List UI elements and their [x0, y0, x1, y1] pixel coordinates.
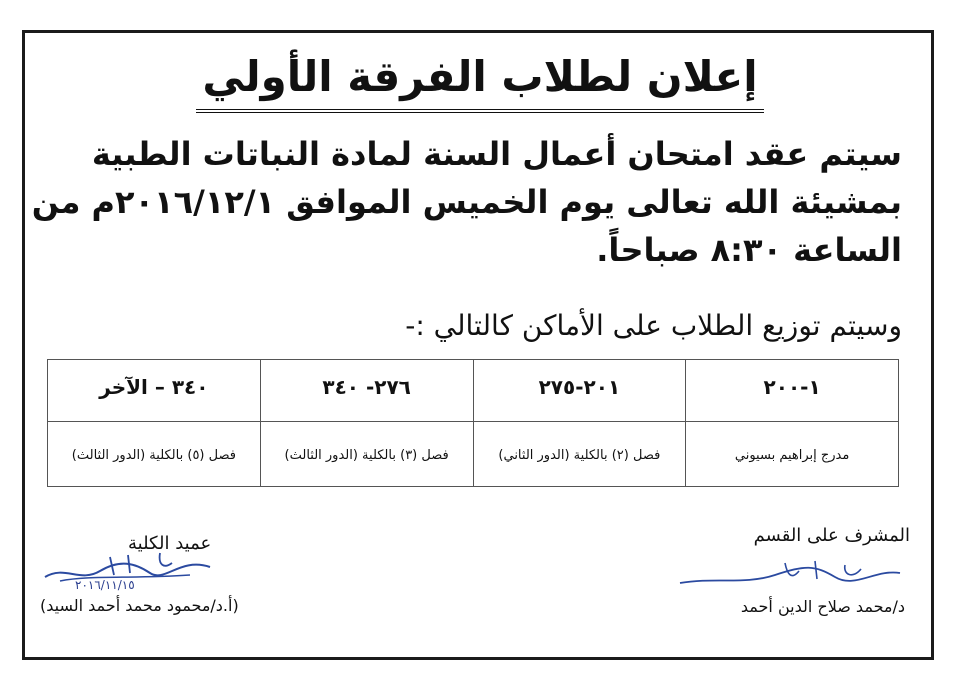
range-cell-1: ١-٢٠٠	[686, 360, 899, 422]
announcement-title: إعلان لطلاب الفرقة الأولي	[196, 45, 763, 113]
title-container	[0, 45, 960, 113]
hall-cell-2: فصل (٢) بالكلية (الدور الثاني)	[473, 422, 686, 487]
dean-name: (أ.د/محمود محمد أحمد السيد)	[40, 596, 239, 615]
range-cell-3: ٢٧٦- ٣٤٠	[260, 360, 473, 422]
range-cell-2: ٢٠١-٢٧٥	[473, 360, 686, 422]
distribution-heading: وسيتم توزيع الطلاب على الأماكن كالتالي :-	[405, 309, 902, 342]
hall-cell-1: مدرج إبراهيم بسيوني	[686, 422, 899, 487]
locations-table	[47, 359, 899, 487]
dean-title: عميد الكلية	[128, 533, 212, 554]
hall-cell-4: فصل (٥) بالكلية (الدور الثالث)	[48, 422, 261, 487]
announcement-line-2: بمشيئة الله تعالى يوم الخميس الموافق ٢٠١٦/١٢/١م من	[31, 183, 902, 221]
announcement-line-1: سيتم عقد امتحان أعمال السنة لمادة النباتات الطبية	[91, 135, 902, 173]
table-row-ranges	[48, 360, 899, 422]
supervisor-signature	[675, 555, 905, 595]
supervisor-title: المشرف على القسم	[753, 525, 910, 546]
dean-signature-date: ٢٠١٦/١١/١٥	[75, 578, 135, 592]
announcement-line-3: الساعة ٨:٣٠ صباحاً.	[596, 231, 902, 269]
supervisor-name: د/محمد صلاح الدين أحمد	[740, 597, 905, 616]
announcement-body	[31, 130, 902, 274]
table-row-halls	[48, 422, 899, 487]
hall-cell-3: فصل (٣) بالكلية (الدور الثالث)	[260, 422, 473, 487]
range-cell-4: ٣٤٠ – الآخر	[48, 360, 261, 422]
